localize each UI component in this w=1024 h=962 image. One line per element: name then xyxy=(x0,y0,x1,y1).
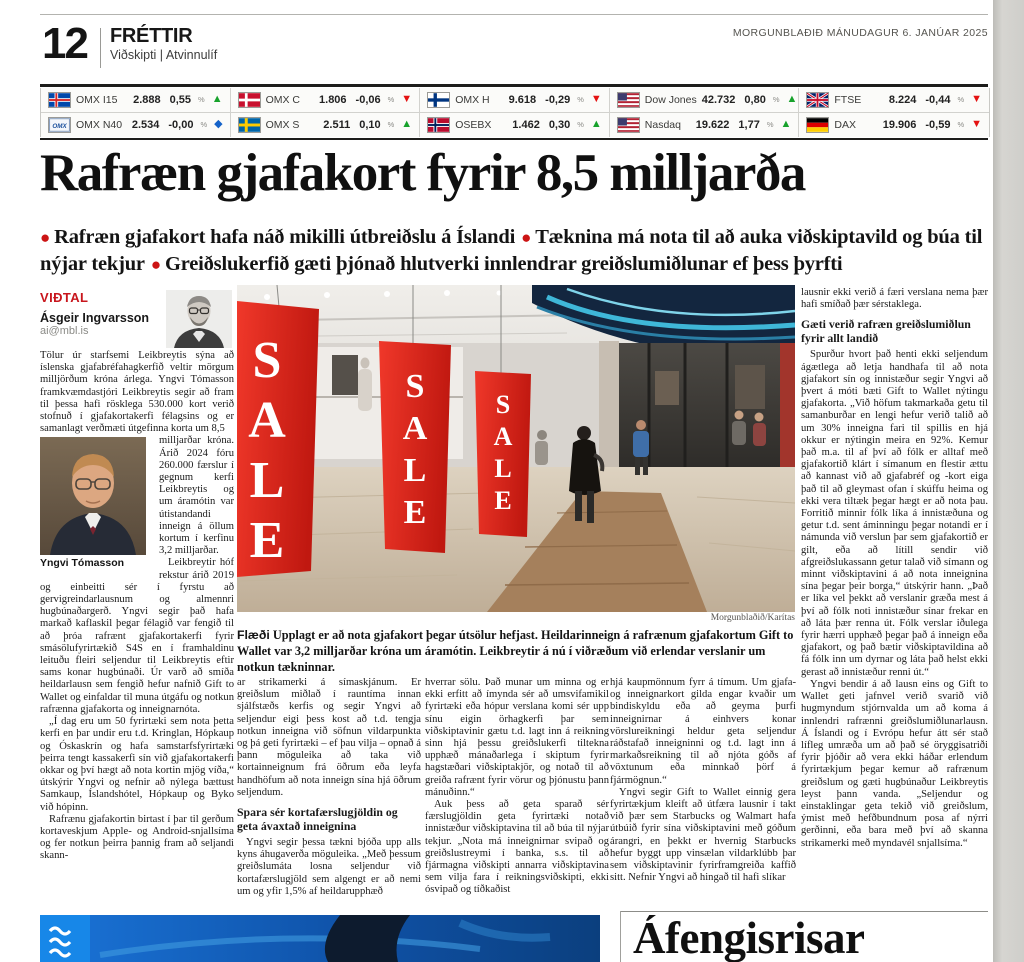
trend-down-icon xyxy=(401,94,412,105)
article-column-2 xyxy=(237,677,421,908)
photo-credit: Morgunblaðið/Karítas xyxy=(710,613,795,623)
article-headline: Rafræn gjafakort fyrir 8,5 milljarða xyxy=(40,144,805,202)
paragraph: „Í dag eru um 50 fyrirtæki sem nota þetta kerfi en þar undir eru t.d. Kringlan, Hópkaup og Óskaskrín og hafa samstarfsfyrirtæki þeirra tengt kassakerfi sín við gjafakortakerfi okkar og því hægt að nota kortin mjög víða,“ útskýrir Yngvi og nefnir að nýlega bættust Samkaup, Íslandshótel, Hópkaup og Byko við hópinn. xyxy=(40,716,234,813)
ticker-item-omx-s xyxy=(231,113,421,138)
caption-text: Upplagt er að nota gjafakort þegar útsölur hefjast. Heildarinneign á rafrænum gjafakortum Gift to Wallet var 3,2 milljarðar króna um áramótin. Leikbreytir á nú í viðræðum við erlendar verslanir um notkun tækninnar. xyxy=(237,628,794,675)
paragraph: Yngvi segir þessa tækni bjóða upp alls kyns áhugaverða möguleika. „Með þessum greiðslumáta losna seljendur við kortafærslugjöld sem algengt er að nemi um og yfir 1,5% af heildarupphæð xyxy=(237,837,421,897)
ticker-name: OMX I15 xyxy=(76,93,118,106)
ticker-change: -0,29 xyxy=(545,93,571,106)
deck-bullet-1: ● Rafræn gjafakort hafa náð mikilli útbreiðslu á Íslandi xyxy=(40,226,515,248)
market-ticker xyxy=(40,88,990,137)
percent-sign: % xyxy=(577,120,584,130)
page-edge xyxy=(993,0,1024,962)
ticker-change: -0,59 xyxy=(925,118,951,131)
dateline: MORGUNBLAÐIÐ MÁNUDAGUR 6. JANÚAR 2025 xyxy=(732,27,988,39)
article-photo xyxy=(237,285,795,612)
sale-banner-letter: S xyxy=(252,332,282,389)
section-subtitle: Viðskipti | Atvinnulíf xyxy=(110,48,218,62)
ticker-value: 8.224 xyxy=(888,93,917,106)
flag-denmark-icon xyxy=(238,92,261,108)
ticker-change: 1,77 xyxy=(738,118,760,131)
ticker-item-nasdaq xyxy=(610,113,800,138)
ticker-change: 0,55 xyxy=(169,93,192,106)
flag-finland-icon xyxy=(427,92,450,108)
ticker-change: -0,00 xyxy=(168,118,194,131)
svg-text:L: L xyxy=(403,452,427,489)
percent-sign: % xyxy=(772,95,780,105)
percent-sign: % xyxy=(577,95,584,105)
paragraph: ar strikamerki á símaskjánum. Er greiðslum miðlað í rauntíma innan sjálfstæðs kerfis og segir Yngvi að seljendur eigi þess kost að t.d. tengja notkun inneigna við söfnun vildarpunkta og þá geti fyrirtæki – ef þau vilja – opnað á þann möguleika að taka við kortainneignum frá öðrum eða leyfa handhöfum að nota inneign sína hjá öðrum seljendum. xyxy=(237,677,421,798)
trend-down-icon xyxy=(971,94,982,105)
svg-text:S: S xyxy=(495,390,511,419)
article-deck xyxy=(40,224,986,277)
svg-text:E: E xyxy=(403,494,427,531)
paragraph: lausnir ekki verið á færi verslana nema þær hafi smíðað þær sérstaklega. xyxy=(801,287,988,311)
ticker-top-rule xyxy=(40,84,988,87)
svg-text:A: A xyxy=(248,392,286,449)
author-headshot xyxy=(166,290,232,348)
caption-lead: Flæði xyxy=(237,628,270,642)
ticker-change: -0,44 xyxy=(925,93,951,106)
ticker-item-omx-h xyxy=(420,88,610,113)
svg-text:A: A xyxy=(493,422,513,451)
ticker-name: FTSE xyxy=(834,93,862,106)
page-number: 12 xyxy=(42,19,87,68)
paragraph: milljarðar króna. Árið 2024 fóru 260.000 færslur í gegnum kerfi Leikbreytis og um áramótin var útistandandi inneign á öllum kortum í kerfinu 3,2 milljarðar. xyxy=(159,435,234,557)
paragraph: hjá kaupmönnum fyrr á tímum. Um gjafa- og inneignarkort gilda engar kvaðir um bindiskyldu eða að geyma þurfi inneignirnar á einhvers konar vörslureikningi heldur geta seljendur ráðstafað inneigninni og t.d. lagt inn á markaðsreikning til að njóta góðs af vöxtunum eða minnkað þörf á fjármögnun.“ xyxy=(610,677,796,786)
ticker-value: 9.618 xyxy=(508,93,537,106)
percent-sign: % xyxy=(387,95,395,105)
photo-caption xyxy=(237,627,795,676)
flag-germany-icon xyxy=(806,117,829,133)
trend-up-icon xyxy=(401,119,412,130)
ticker-item-dow-jones xyxy=(610,88,800,113)
ticker-value: 19.622 xyxy=(695,118,730,131)
ticker-item-omx-c xyxy=(231,88,421,113)
ticker-name: OMX S xyxy=(265,118,300,131)
percent-sign: % xyxy=(198,95,205,105)
ticker-name: OMX H xyxy=(455,93,490,106)
ticker-value: 42.732 xyxy=(701,93,736,106)
byline-author: Ásgeir Ingvarsson xyxy=(40,311,150,325)
flag-usa-icon xyxy=(617,92,640,108)
ticker-value: 1.806 xyxy=(319,93,347,106)
deck-bullet-3: ● Greiðslukerfið gæti þjónað hlutverki innlendrar greiðslumiðlunar ef þess þyrfti xyxy=(151,253,843,275)
inset-caption: Yngvi Tómasson xyxy=(40,557,125,570)
ticker-name: Dow Jones xyxy=(644,93,697,106)
percent-sign: % xyxy=(200,120,208,130)
article-column-4 xyxy=(610,677,796,908)
flag-iceland-icon xyxy=(48,92,71,108)
paragraph: Rafrænu gjafakortin birtast í þar til gerðum kortaveskjum Apple- og Android-snjallsíma og fer notkun þeirra þannig fram að seljandi skann- xyxy=(40,813,234,862)
trend-up-icon xyxy=(781,119,792,130)
svg-text:E: E xyxy=(249,512,285,569)
next-article-divider xyxy=(620,911,621,962)
paragraph: Yngvi segir Gift to Wallet einnig gera fyrirtækjum kleift að útfæra lausnir í takt við þær sem Starbucks og Walmart hafa útbúið fyrir sína viðskiptavini með góðum árangri, en þekkt er hvernig Starbucks hefur byggt upp vinsælan vildarklúbb þar sem viðskiptavinir fyrirframgreiða kaffið sitt. Nefnir Yngvi að hingað til hafi slíkar xyxy=(610,786,796,884)
column-subhead: Gæti verið rafræn greiðslumiðlun fyrir allt landið xyxy=(801,317,971,345)
ticker-change: 0,30 xyxy=(548,118,571,131)
header-divider xyxy=(100,28,101,68)
article-column-3 xyxy=(425,677,609,908)
trend-up-icon xyxy=(787,94,798,105)
trend-up-icon xyxy=(212,94,223,105)
percent-sign: % xyxy=(766,120,774,130)
percent-sign: % xyxy=(387,120,395,130)
ticker-item-omx-n40 xyxy=(41,113,231,138)
trend-up-icon xyxy=(591,119,602,130)
trend-down-icon xyxy=(971,119,982,130)
paragraph: Auk þess að geta sparað sér færslugjöldin geta fyrirtæki notað innistæður viðskiptavina til að búa til nýjar tekjur. „Nota má inneignirnar svipað og greiðslustreymi í banka, s.s. til að fjármagna viðskipti annarra viðskiptavina sem vilja fara í reikningsviðskipti, ekki ósvipað og tíðkaðist xyxy=(425,799,609,896)
svg-text:OMX: OMX xyxy=(52,122,67,130)
svg-text:S: S xyxy=(405,368,425,405)
article-column-5 xyxy=(801,287,988,908)
yngvi-portrait-photo xyxy=(40,437,146,555)
flag-sweden-icon xyxy=(238,117,261,133)
ticker-value: 19.906 xyxy=(882,118,917,131)
paragraph: Spurður hvort það henti ekki seljendum ágætlega að letja handhafa til að nota gjafakort sín og innistæður segir Yngvi að þvert á móti bæti Gift to Wallet nýtingu gjafakorta. „Við höfum takmarkaða getu til samanburðar en lengi hefur verið talið að um 30% inneigna fari til spillis en hjá okkur er nýtingin meira en 92%. Kemur það m.a. til af því að fólk er alltaf með gjafakortið klárt í símanum en flestir ættu að kannast við að gjafabréf og -kort eiga það til að gleymast ofan í skúffu heima og ekki vera tiltæk þegar hægt er að nota þau. Forritið minnir fólk líka á innistæðuna og getur t.d. sent áminningu þegar notandi er í námunda við verslun þar sem gjafakortið er gilt, eða að lítill sendir við afgreiðslukassann getur talað við símann og minnt viðskiptavini á að nota inneignina sína þegar þeir borga,“ útskýrir hann. „Það er líka vel þekkt að verslanir græða mest á því að fólk noti innistæður sínar frekar en að láta þær renna út. Fólk verslar iðulega fyrir hærri upphæð þegar það á inneign eða gjafakort, og það bætir viðskiptavildina að fá fólk inn um dyrnar og láta það helst ekki gerast að innistæður renni út.“ xyxy=(801,349,988,678)
advertisement-photo xyxy=(40,915,600,962)
trend-down-icon xyxy=(591,94,602,105)
ticker-change: -0,06 xyxy=(355,93,381,106)
next-article-rule xyxy=(620,911,988,912)
ticker-change: 0,80 xyxy=(744,93,766,106)
byline-email: ai@mbl.is xyxy=(40,325,89,337)
paragraph: hverrar sölu. Það munar um minna og er ekki erfitt að ímynda sér að umsvifamikil fyrirtæki eða hópur verslana komi sér upp sínu eigin örhagkerfi þar sem viðskiptavinir gætu t.d. lagt inn á reikning sinn hjá þessu greiðslukerfi tiltekna upphæð mánaðarlega í skiptum fyrir hagstæðari viðskiptakjör, og notað til að greiða rafrænt fyrir vörur og þjónustu þann mánuðinn.“ xyxy=(425,677,609,798)
ticker-change: 0,10 xyxy=(359,118,381,131)
paragraph: Leikbreytir hóf rekstur árið 2019 og einbeitti sér í fyrstu að gervigreindarlausnum og almennri hugbúnaðargerð. Yngvi segir það hafa markað kaflaskil þegar félagið var fengið til að þróa rafrænt gjafakortakerfi fyrir smásölufyrirtækið S4S en í framhaldinu leituðu fleiri seljendur til Leikbreytis eftir sams konar hugbúnaði. Úr varð að smíða heildarlausn sem fengið hefur nafnið Gift to Wallet og einfaldar til muna útgáfu og notkun rafrænna gjafakorta og inneignarnóta. xyxy=(40,557,234,715)
ticker-bottom-rule xyxy=(40,138,988,140)
article-column-1 xyxy=(40,350,234,908)
svg-text:L: L xyxy=(494,454,512,483)
ticker-name: DAX xyxy=(834,118,856,131)
flag-norway-icon xyxy=(427,117,450,133)
ticker-value: 2.511 xyxy=(323,118,351,131)
top-rule xyxy=(40,14,988,15)
flag-usa-icon xyxy=(617,117,640,133)
column-subhead: Spara sér kortafærslugjöldin og geta ávaxtað inneignina xyxy=(237,805,398,833)
ticker-value: 1.462 xyxy=(512,118,540,131)
ticker-item-dax xyxy=(799,113,989,138)
byline-kicker: VIÐTAL xyxy=(40,290,89,305)
ticker-name: OMX C xyxy=(265,93,301,106)
ticker-name: OMX N40 xyxy=(76,118,123,131)
ticker-item-omx-i15 xyxy=(41,88,231,113)
deck-bullet-2: ● Tæknina má nota til að auka viðskiptavild og búa til nýjar tekjur xyxy=(40,226,982,275)
byline-block xyxy=(40,290,234,348)
paragraph: Tölur úr starfsemi Leikbreytis sýna að íslenska gjafabréfahagkerfið veltir mörgum milljörðum króna árlega. Yngvi Tómasson framkvæmdastjóri Leikbreytis segir að fram til þessa hafi rösklega 530.000 kort verið stofnuð í gjafakortakerfi félagsins og er samanlagt verðmæti útgefinna korta um 8,5 xyxy=(40,350,234,435)
svg-text:A: A xyxy=(402,410,428,447)
flag-uk-icon xyxy=(806,92,829,108)
omx-logo-icon xyxy=(48,117,71,133)
svg-text:E: E xyxy=(494,486,512,515)
percent-sign: % xyxy=(957,120,965,130)
ticker-item-ftse xyxy=(799,88,989,113)
ticker-value: 2.534 xyxy=(131,118,160,131)
percent-sign: % xyxy=(957,95,965,105)
ticker-name: OSEBX xyxy=(455,118,492,131)
ticker-name: Nasdaq xyxy=(644,118,681,131)
next-article-headline: Áfengisrisar xyxy=(633,915,865,962)
ticker-item-osebx xyxy=(420,113,610,138)
inset-portrait xyxy=(40,437,152,569)
ticker-value: 2.888 xyxy=(133,93,161,106)
trend-flat-icon xyxy=(214,119,222,130)
section-title: FRÉTTIR xyxy=(110,25,193,47)
svg-text:L: L xyxy=(249,452,285,509)
paragraph: Yngvi bendir á að lausn eins og Gift to Wallet geti jafnvel verið svarið við hugmyndum stjórnvalda um að koma á innlendri rafrænni greiðslumiðlunarlausn. Á Íslandi og í Evrópu hefur átt sér stað lífleg umræða um að það sé öryggisatriði fyrir þjóðir að vera ekki háðar erlendum fyrirtækjum þegar kemur að rafrænum greiðslum og gæti hugbúnaður Leikbreytis leyst þann vanda. „Seljendur og einstaklingar geta tekið við greiðslum, ýmist með hefðbundnum posa af nýrri gerðinni, eða bara með því að skanna strikamerki með myndavél snjallsíma.“ xyxy=(801,678,988,849)
